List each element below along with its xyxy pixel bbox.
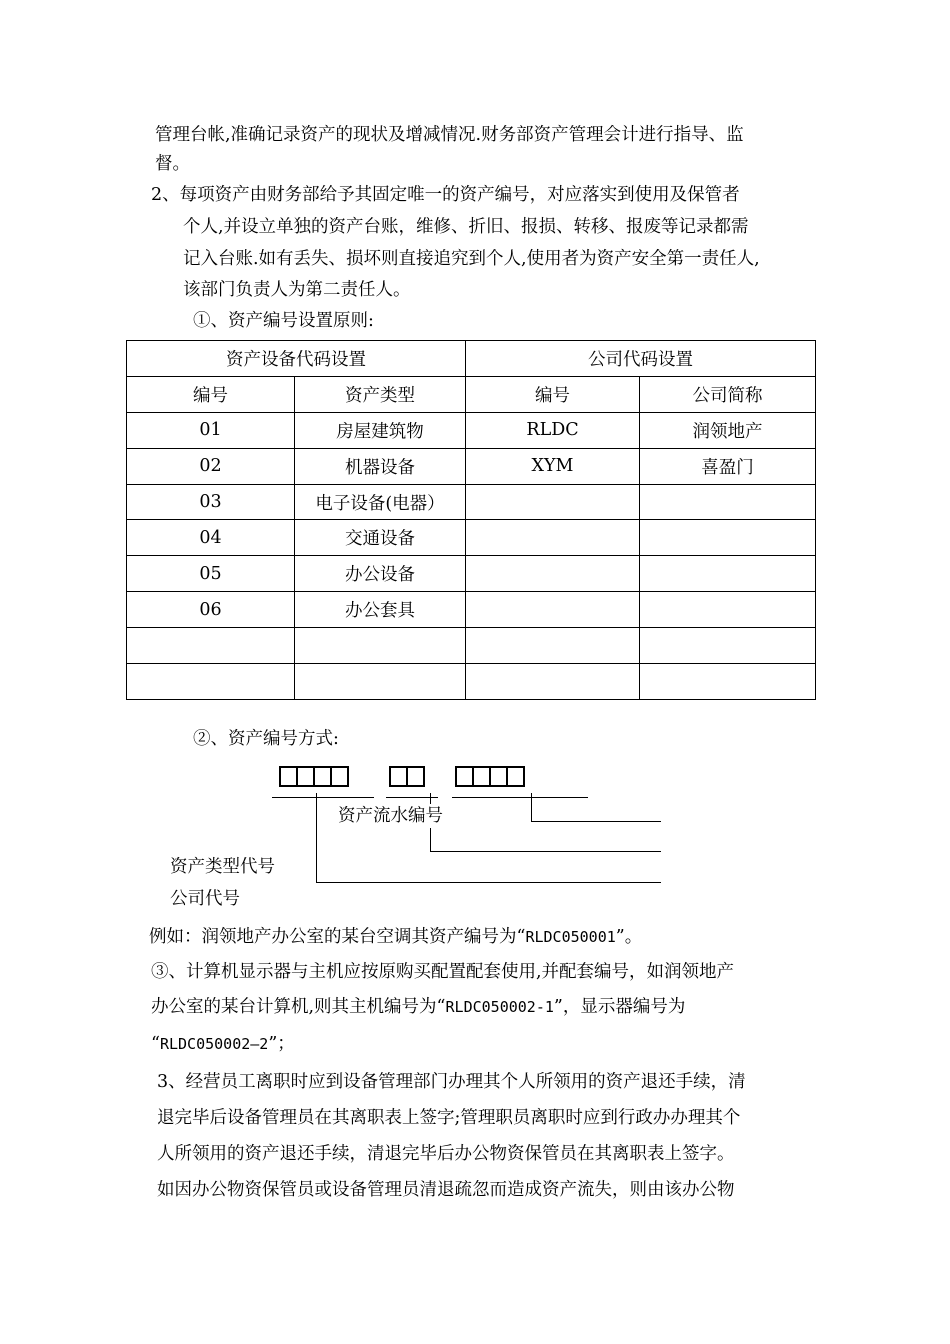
example-code: RLDC050001 xyxy=(525,928,616,946)
table-cell xyxy=(640,556,816,592)
item2-line-2: 个人,并设立单独的资产台账，维修、折旧、报损、转移、报废等记录都需 xyxy=(183,217,749,237)
table-cell: 机器设备 xyxy=(295,448,466,484)
item3-line-3 xyxy=(151,1032,295,1056)
table-cell xyxy=(640,592,816,628)
table-cell xyxy=(640,628,816,664)
item2-line-4: 该部门负责人为第二责任人。 xyxy=(183,280,411,300)
table-row xyxy=(127,520,816,556)
table-cell: 电子设备(电器） xyxy=(295,484,466,520)
table-row xyxy=(127,664,816,700)
table-cell: 02 xyxy=(127,448,295,484)
clause3-line-4: 如因办公物资保管员或设备管理员清退疏忽而造成资产流失，则由该办公物 xyxy=(157,1180,735,1200)
item3-line-2-text-a: 办公室的某台计算机,则其主机编号为“ xyxy=(151,997,446,1017)
table-row xyxy=(127,556,816,592)
header-asset-number: 编号 xyxy=(127,376,295,412)
table-cell: 交通设备 xyxy=(295,520,466,556)
clause3-line-2: 退完毕后设备管理员在其离职表上签字;管理职员离职时应到行政办办理其个 xyxy=(157,1108,741,1128)
example-prefix: 例如：润领地产办公室的某台空调其资产编号为“ xyxy=(149,927,526,947)
label-asset-type-code: 资产类型代号 xyxy=(170,857,275,877)
table-cell: RLDC xyxy=(466,412,640,448)
table-cell xyxy=(466,592,640,628)
table-cell xyxy=(640,520,816,556)
clause3-line-1: 3、经营员工离职时应到设备管理部门办理其个人所领用的资产退还手续，清 xyxy=(157,1072,746,1092)
table-cell xyxy=(640,484,816,520)
table-cell xyxy=(127,664,295,700)
table-cell: 喜盈门 xyxy=(640,448,816,484)
code-box xyxy=(330,766,349,787)
example-suffix: ”。 xyxy=(615,927,643,947)
item3-line-3-text-a: “ xyxy=(151,1034,160,1054)
table-cell xyxy=(295,664,466,700)
group-header-company-code: 公司代码设置 xyxy=(466,341,816,377)
table-cell xyxy=(466,484,640,520)
table-row xyxy=(127,412,816,448)
section2-title: ②、资产编号方式: xyxy=(193,729,339,749)
table-cell: 房屋建筑物 xyxy=(295,412,466,448)
table-row xyxy=(127,448,816,484)
type-code-boxes xyxy=(389,766,423,787)
item2-line-3: 记入台账.如有丢失、损坏则直接追究到个人,使用者为资产安全第一责任人, xyxy=(183,249,760,269)
code-box xyxy=(506,766,525,787)
serial-code-boxes xyxy=(455,766,523,787)
example-line xyxy=(149,925,642,949)
serial-leader-horizontal xyxy=(531,821,661,822)
table-cell xyxy=(127,628,295,664)
table-cell: 01 xyxy=(127,412,295,448)
section1-title: ①、资产编号设置原则: xyxy=(193,311,374,331)
table-header-row xyxy=(127,376,816,412)
table-cell xyxy=(466,556,640,592)
company-leader-horizontal xyxy=(316,882,661,883)
company-code-boxes xyxy=(279,766,347,787)
table-cell: XYM xyxy=(466,448,640,484)
host-code: RLDC050002-1 xyxy=(445,998,554,1016)
table-cell: 04 xyxy=(127,520,295,556)
serial-leader-vertical xyxy=(531,793,532,822)
item3-line-2-text-b: ”，显示器编号为 xyxy=(553,997,686,1017)
table-cell xyxy=(466,628,640,664)
table-cell: 05 xyxy=(127,556,295,592)
header-company-number: 编号 xyxy=(466,376,640,412)
table-cell xyxy=(466,520,640,556)
label-company-code: 公司代号 xyxy=(170,889,240,909)
table-cell: 润领地产 xyxy=(640,412,816,448)
table-group-header-row xyxy=(127,341,816,377)
company-bracket-line xyxy=(272,797,374,798)
item2-line-1: 2、每项资产由财务部给予其固定唯一的资产编号，对应落实到使用及保管者 xyxy=(151,185,740,205)
code-box xyxy=(406,766,425,787)
item3-line-2 xyxy=(151,995,685,1019)
label-serial-number: 资产流水编号 xyxy=(338,806,443,826)
table-cell: 办公套具 xyxy=(295,592,466,628)
company-leader-vertical xyxy=(316,793,317,883)
asset-code-table xyxy=(126,340,816,700)
type-leader-horizontal xyxy=(430,851,661,852)
monitor-code: RLDC050002—2 xyxy=(159,1035,269,1053)
intro-line-1: 管理台帐,准确记录资产的现状及增减情况.财务部资产管理会计进行指导、监 xyxy=(155,125,744,145)
clause3-line-3: 人所领用的资产退还手续，清退完毕后办公物资保管员在其离职表上签字。 xyxy=(157,1144,735,1164)
table-cell: 03 xyxy=(127,484,295,520)
serial-bracket-line xyxy=(452,797,588,798)
group-header-asset-code: 资产设备代码设置 xyxy=(127,341,466,377)
table-cell: 06 xyxy=(127,592,295,628)
item3-line-3-text-b: ”； xyxy=(268,1034,295,1054)
item3-line-1: ③、计算机显示器与主机应按原购买配置配套使用,并配套编号，如润领地产 xyxy=(151,962,735,982)
intro-line-2: 督。 xyxy=(155,154,190,174)
table-row xyxy=(127,628,816,664)
header-asset-type: 资产类型 xyxy=(295,376,466,412)
table-row xyxy=(127,484,816,520)
header-company-abbr: 公司简称 xyxy=(640,376,816,412)
table-cell: 办公设备 xyxy=(295,556,466,592)
table-cell xyxy=(640,664,816,700)
table-row xyxy=(127,592,816,628)
table-cell xyxy=(466,664,640,700)
table-cell xyxy=(295,628,466,664)
